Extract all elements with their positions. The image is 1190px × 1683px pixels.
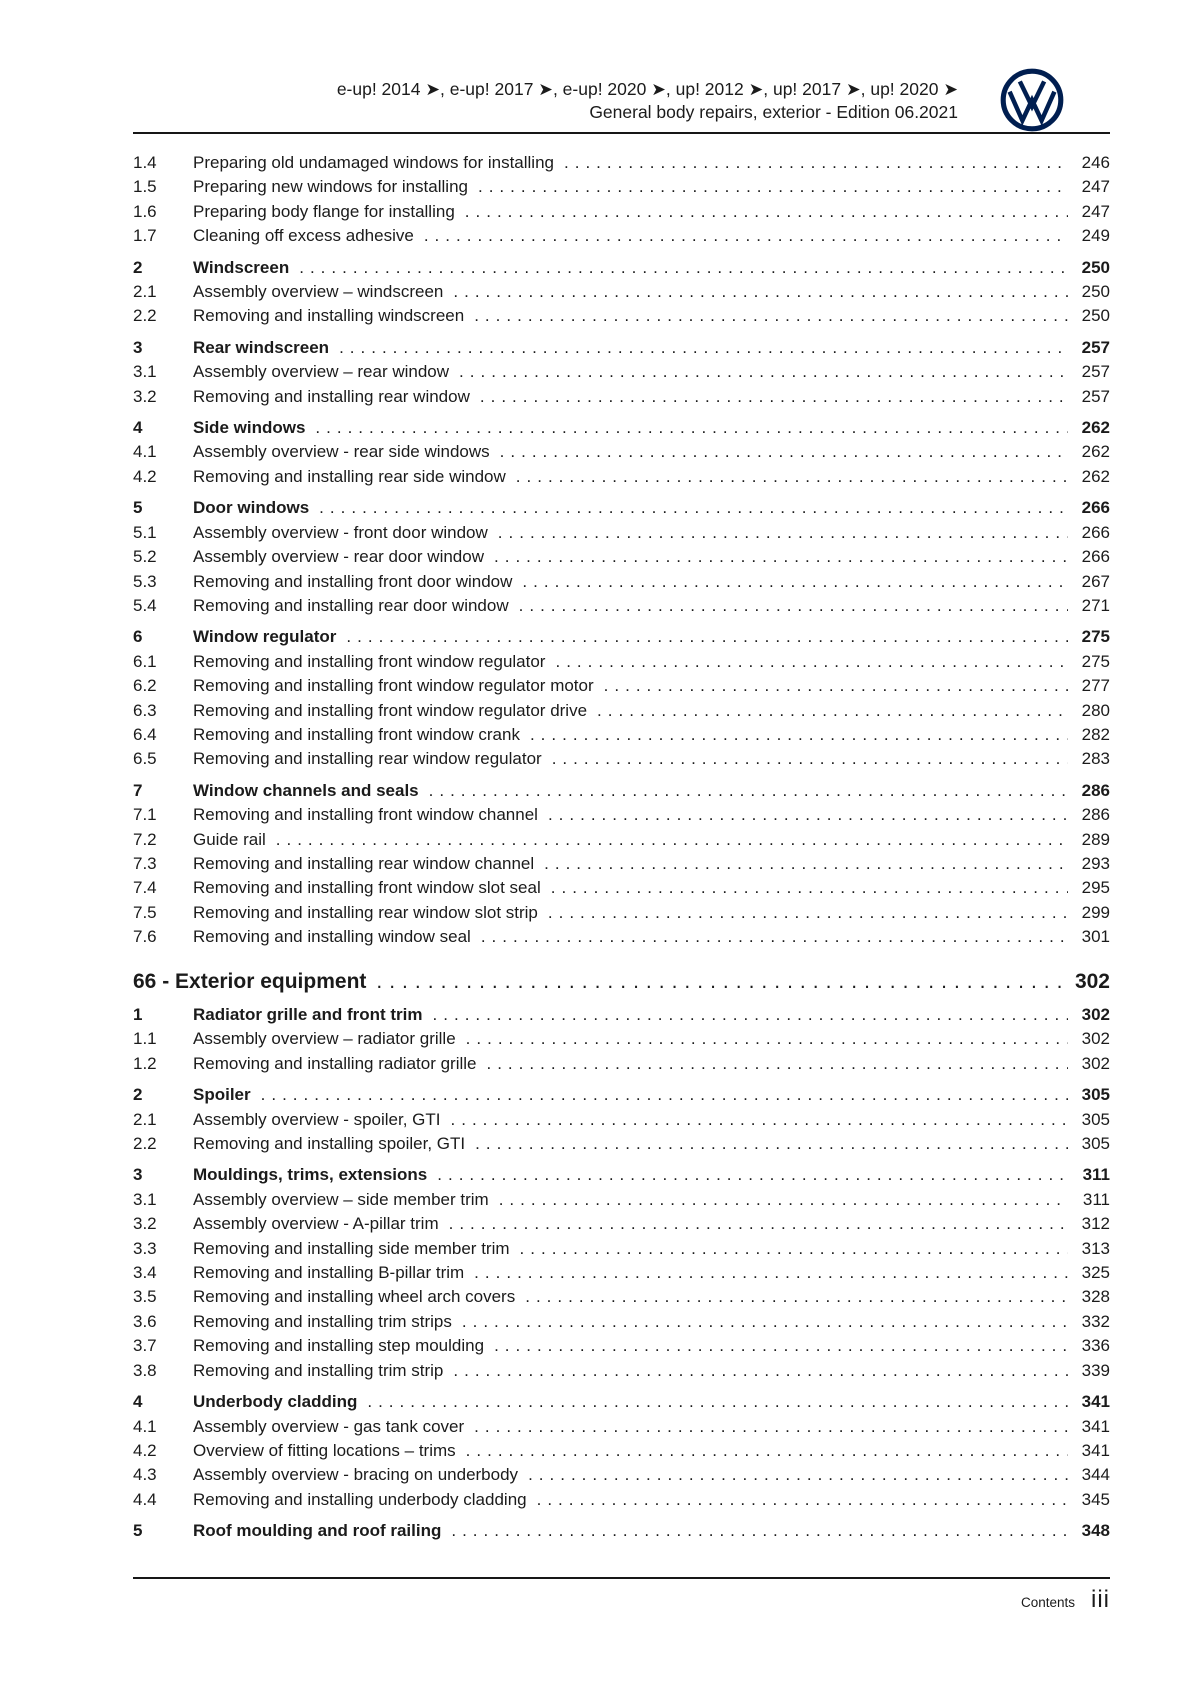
- toc-entry-dot-leader: [499, 1188, 1068, 1212]
- toc-entry-dot-leader: [451, 1519, 1068, 1543]
- toc-entry: [133, 876, 1110, 900]
- toc-entry: [133, 304, 1110, 328]
- toc-entry-title: Underbody cladding: [193, 1392, 358, 1412]
- toc-entry-number: 7.3: [133, 853, 157, 873]
- toc-entry-title: Assembly overview - front door window: [193, 522, 488, 542]
- toc-entry-title: Removing and installing front window channel: [193, 805, 538, 825]
- toc-entry-page: 295: [1081, 878, 1110, 898]
- toc-entry: [133, 674, 1110, 698]
- toc-entry-number: 7.6: [133, 927, 157, 947]
- toc-entry-title: Removing and installing rear window regulator: [193, 749, 542, 769]
- toc-entry-title: Removing and installing wheel arch covers: [193, 1287, 516, 1307]
- toc-entry-title: Door windows: [193, 498, 310, 518]
- toc-entry-page: 249: [1081, 226, 1110, 246]
- toc-entry-title: Mouldings, trims, extensions: [193, 1165, 428, 1185]
- toc-entry-number: 2.2: [133, 1134, 157, 1154]
- toc-entry-number: 4.1: [133, 1416, 157, 1436]
- toc-entry: [133, 175, 1110, 199]
- toc-entry-dot-leader: [462, 1310, 1068, 1334]
- toc-entry-title: Assembly overview - A-pillar trim: [193, 1214, 439, 1234]
- header-models: e-up! 2014 ➤, e-up! 2017 ➤, e-up! 2020 ➤, up! 2012 ➤, up! 2017 ➤, up! 2020 ➤: [336, 79, 958, 99]
- toc-entry: [133, 1439, 1110, 1463]
- toc-entry-dot-leader: [339, 336, 1068, 360]
- toc-entry-dot-leader: [453, 280, 1068, 304]
- toc-entry-page: 289: [1081, 829, 1110, 849]
- toc-entry-page: 302: [1081, 1005, 1110, 1024]
- toc-entry-dot-leader: [437, 1163, 1068, 1187]
- vw-logo-icon: [1000, 68, 1064, 132]
- toc-entry-title: Removing and installing trim strip: [193, 1360, 444, 1380]
- toc-entry-page: 328: [1081, 1287, 1110, 1307]
- toc-entry: [133, 1488, 1110, 1512]
- toc-entry-title: Removing and installing rear door window: [193, 595, 509, 615]
- toc-entry: [133, 803, 1110, 827]
- toc-entry-dot-leader: [466, 1439, 1068, 1463]
- toc-entry-dot-leader: [429, 779, 1068, 803]
- toc-entry: [133, 280, 1110, 304]
- toc-entry: [133, 1390, 1110, 1414]
- toc-entry-number: 3: [133, 1165, 143, 1185]
- toc-entry-dot-leader: [520, 1237, 1068, 1261]
- toc-entry: [133, 747, 1110, 771]
- toc-entry-dot-leader: [552, 747, 1068, 771]
- toc-entry-number: 5.1: [133, 522, 157, 542]
- toc-entry-page: 246: [1081, 153, 1110, 172]
- toc-entry: [133, 625, 1110, 649]
- toc-entry-title: 66 - Exterior equipment: [133, 969, 367, 993]
- toc-entry-title: Removing and installing front door window: [193, 571, 513, 591]
- toc-entry: [133, 1052, 1110, 1076]
- toc-entry-title: Radiator grille and front trim: [193, 1005, 423, 1024]
- toc-entry: [133, 360, 1110, 384]
- toc-entry-page: 302: [1081, 1029, 1110, 1049]
- toc-entry-title: Assembly overview – rear window: [193, 362, 450, 382]
- toc-entry-number: 1.1: [133, 1029, 157, 1049]
- toc-entry-dot-leader: [299, 256, 1068, 280]
- toc-entry: [133, 416, 1110, 440]
- toc-entry-title: Removing and installing side member trim: [193, 1238, 510, 1258]
- toc-entry-number: 3.8: [133, 1360, 157, 1380]
- toc-entry-title: Removing and installing spoiler, GTI: [193, 1134, 466, 1154]
- toc-entry-dot-leader: [475, 1132, 1068, 1156]
- toc-entry-page: 247: [1081, 201, 1110, 221]
- toc-entry-page: 250: [1081, 306, 1110, 326]
- toc-entry-page: 302: [1081, 1053, 1110, 1073]
- toc-entry-dot-leader: [453, 1359, 1068, 1383]
- toc-entry-dot-leader: [494, 1334, 1068, 1358]
- toc-entry-page: 257: [1081, 386, 1110, 406]
- header-divider: [133, 132, 1110, 134]
- toc-entry-number: 5: [133, 1521, 143, 1541]
- toc-entry: [133, 1027, 1110, 1051]
- toc-entry-page: 266: [1081, 498, 1110, 518]
- toc-entry-number: 7: [133, 780, 143, 800]
- toc-entry: [133, 852, 1110, 876]
- footer-page-number: iii: [1091, 1586, 1110, 1613]
- toc-entry-number: 3.7: [133, 1336, 157, 1356]
- toc-entry-page: 299: [1081, 902, 1110, 922]
- toc-entry: [133, 779, 1110, 803]
- toc-entry-page: 257: [1081, 337, 1110, 357]
- toc-entry-title: Window channels and seals: [193, 780, 419, 800]
- toc-entry-title: Side windows: [193, 418, 306, 438]
- toc-entry-page: 267: [1081, 571, 1110, 591]
- toc-entry-page: 305: [1081, 1134, 1110, 1154]
- toc-entry: [133, 224, 1110, 248]
- footer-label: Contents: [1020, 1595, 1075, 1610]
- toc-entry-number: 1: [133, 1005, 143, 1024]
- toc-entry-dot-leader: [551, 876, 1068, 900]
- toc-entry: [133, 1237, 1110, 1261]
- toc-entry-page: 247: [1081, 177, 1110, 197]
- toc-entry-number: 4.1: [133, 442, 157, 462]
- toc-entry-number: 2.1: [133, 1109, 157, 1129]
- toc-entry-page: 341: [1081, 1392, 1110, 1412]
- toc-entry: [133, 901, 1110, 925]
- toc-entry-title: Roof moulding and roof railing: [193, 1521, 442, 1541]
- toc-entry-page: 293: [1081, 853, 1110, 873]
- toc-entry-number: 3: [133, 337, 143, 357]
- toc-entry-number: 2.2: [133, 306, 157, 326]
- toc-entry-dot-leader: [537, 1488, 1068, 1512]
- page-footer: [1021, 1586, 1110, 1614]
- toc-entry-dot-leader: [474, 304, 1068, 328]
- toc-entry-title: Removing and installing rear window: [193, 386, 470, 406]
- toc-entry-page: 257: [1081, 362, 1110, 382]
- toc-entry: [133, 828, 1110, 852]
- toc-entry-page: 311: [1082, 1189, 1110, 1209]
- toc-entry-title: Removing and installing front window regulator drive: [193, 700, 588, 720]
- toc-entry-page: 325: [1081, 1263, 1110, 1283]
- toc-entry-page: 271: [1081, 595, 1110, 615]
- toc-entry-dot-leader: [459, 360, 1068, 384]
- toc-entry: [133, 1132, 1110, 1156]
- toc-entry-number: 6.1: [133, 651, 157, 671]
- toc-entry-number: 5.2: [133, 547, 157, 567]
- toc-entry: [133, 151, 1110, 175]
- toc-entry-page: 286: [1081, 805, 1110, 825]
- toc-entry-title: Cleaning off excess adhesive: [193, 226, 414, 246]
- toc-entry: [133, 970, 1110, 994]
- toc-entry-number: 5: [133, 498, 143, 518]
- toc-entry: [133, 1310, 1110, 1334]
- toc-entry-page: 286: [1081, 780, 1110, 800]
- toc-entry-dot-leader: [498, 521, 1068, 545]
- toc-entry-title: Spoiler: [193, 1085, 251, 1105]
- toc-entry-dot-leader: [544, 852, 1068, 876]
- toc-entry-page: 332: [1081, 1311, 1110, 1331]
- toc-entry-title: Removing and installing radiator grille: [193, 1053, 477, 1073]
- toc-entry-page: 305: [1081, 1109, 1110, 1129]
- toc-entry-number: 3.2: [133, 1214, 157, 1234]
- toc-entry-title: Removing and installing front window crank: [193, 724, 520, 744]
- toc-entry-dot-leader: [548, 901, 1068, 925]
- toc-entry-number: 6.5: [133, 749, 157, 769]
- toc-entry-title: Rear windscreen: [193, 337, 330, 357]
- toc-entry-dot-leader: [480, 385, 1068, 409]
- footer-divider: [133, 1577, 1110, 1579]
- toc-entry-dot-leader: [481, 925, 1068, 949]
- toc-entry-dot-leader: [466, 1027, 1068, 1051]
- toc-entry: [133, 1463, 1110, 1487]
- toc-entry-dot-leader: [525, 1285, 1068, 1309]
- toc-entry-dot-leader: [478, 175, 1068, 199]
- toc-entry-number: 1.2: [133, 1053, 157, 1073]
- toc-entry-number: 2: [133, 1085, 143, 1105]
- toc-entry-number: 4: [133, 418, 143, 438]
- toc-entry-number: 3.4: [133, 1263, 157, 1283]
- toc-entry-page: 311: [1082, 1165, 1110, 1185]
- toc-entry-number: 4.4: [133, 1489, 157, 1509]
- toc-entry-dot-leader: [367, 1390, 1068, 1414]
- toc-entry-number: 1.4: [133, 153, 157, 172]
- toc-entry-title: Preparing new windows for installing: [193, 177, 468, 197]
- toc-entry-dot-leader: [376, 970, 1068, 994]
- toc-entry: [133, 465, 1110, 489]
- toc-entry-page: 262: [1081, 442, 1110, 462]
- toc-entry-page: 275: [1081, 627, 1110, 647]
- toc-entry-title: Removing and installing rear window slot strip: [193, 902, 538, 922]
- toc-entry: [133, 385, 1110, 409]
- toc-entry: [133, 1519, 1110, 1543]
- toc-entry: [133, 1261, 1110, 1285]
- toc-entry: [133, 1285, 1110, 1309]
- toc-entry-dot-leader: [319, 496, 1068, 520]
- toc-entry-number: 7.2: [133, 829, 157, 849]
- toc-entry-title: Assembly overview – windscreen: [193, 282, 444, 302]
- toc-entry-dot-leader: [522, 570, 1068, 594]
- toc-entry-title: Assembly overview - bracing on underbody: [193, 1465, 519, 1485]
- toc-entry-page: 348: [1081, 1521, 1110, 1541]
- toc-entry-title: Assembly overview – radiator grille: [193, 1029, 456, 1049]
- toc-entry-number: 3.3: [133, 1238, 157, 1258]
- toc-entry: [133, 256, 1110, 280]
- toc-entry-page: 277: [1081, 676, 1110, 696]
- toc-entry-title: Removing and installing front window regulator motor: [193, 676, 594, 696]
- toc-entry: [133, 1334, 1110, 1358]
- toc-entry-dot-leader: [433, 1003, 1068, 1027]
- toc-entry-dot-leader: [449, 1212, 1068, 1236]
- toc-entry: [133, 1003, 1110, 1027]
- toc-entry: [133, 594, 1110, 618]
- toc-entry-page: 250: [1081, 257, 1110, 277]
- toc-entry-title: Preparing body flange for installing: [193, 201, 455, 221]
- toc-entry-page: 262: [1081, 418, 1110, 438]
- toc-entry-dot-leader: [474, 1261, 1068, 1285]
- toc-entry: [133, 699, 1110, 723]
- toc-entry-page: 266: [1081, 547, 1110, 567]
- toc-entry-number: 2.1: [133, 282, 157, 302]
- toc-entry-number: 1.7: [133, 226, 157, 246]
- toc-entry-title: Window regulator: [193, 627, 337, 647]
- toc-entry-number: 4.2: [133, 1440, 157, 1460]
- toc-entry-dot-leader: [276, 828, 1068, 852]
- toc-entry-page: 250: [1081, 282, 1110, 302]
- toc-entry: [133, 723, 1110, 747]
- toc-entry-page: 312: [1081, 1214, 1110, 1234]
- toc-entry: [133, 200, 1110, 224]
- page-header: [133, 78, 958, 124]
- toc-entry-title: Removing and installing rear side window: [193, 466, 506, 486]
- toc-entry-dot-leader: [315, 416, 1068, 440]
- toc-entry-page: 336: [1081, 1336, 1110, 1356]
- toc-entry-title: Assembly overview - rear door window: [193, 547, 484, 567]
- toc-entry: [133, 521, 1110, 545]
- toc-entry-dot-leader: [261, 1083, 1068, 1107]
- toc-list: [133, 151, 1110, 1544]
- toc-entry-number: 5.4: [133, 595, 157, 615]
- toc-entry-number: 5.3: [133, 571, 157, 591]
- toc-entry-number: 3.1: [133, 1189, 157, 1209]
- toc-entry-number: 1.5: [133, 177, 157, 197]
- toc-entry: [133, 496, 1110, 520]
- toc-entry-page: 301: [1081, 927, 1110, 947]
- toc-entry-number: 3.2: [133, 386, 157, 406]
- toc-entry-title: Assembly overview - spoiler, GTI: [193, 1109, 441, 1129]
- toc-entry-page: 280: [1081, 700, 1110, 720]
- toc-entry-number: 3.1: [133, 362, 157, 382]
- header-subtitle: General body repairs, exterior - Edition 06.2021: [589, 102, 958, 122]
- toc-entry: [133, 570, 1110, 594]
- toc-entry-page: 305: [1081, 1085, 1110, 1105]
- toc-entry-number: 6.4: [133, 724, 157, 744]
- toc-entry-dot-leader: [564, 151, 1068, 175]
- toc-entry: [133, 925, 1110, 949]
- toc-entry-page: 341: [1081, 1416, 1110, 1436]
- toc-entry-page: 344: [1081, 1465, 1110, 1485]
- toc-entry: [133, 1083, 1110, 1107]
- toc-entry-dot-leader: [519, 594, 1068, 618]
- toc-entry-dot-leader: [530, 723, 1068, 747]
- toc-entry-page: 339: [1081, 1360, 1110, 1380]
- toc-entry-number: 2: [133, 257, 143, 277]
- toc-entry: [133, 545, 1110, 569]
- toc-entry-dot-leader: [604, 674, 1068, 698]
- toc-entry-dot-leader: [424, 224, 1068, 248]
- toc-entry: [133, 1188, 1110, 1212]
- toc-entry-title: Removing and installing B-pillar trim: [193, 1263, 465, 1283]
- toc-entry-title: Assembly overview – side member trim: [193, 1189, 489, 1209]
- toc-entry-number: 7.5: [133, 902, 157, 922]
- toc-entry: [133, 650, 1110, 674]
- toc-entry: [133, 440, 1110, 464]
- toc-entry-page: 313: [1081, 1238, 1110, 1258]
- toc-entry-dot-leader: [465, 200, 1068, 224]
- toc-entry-dot-leader: [346, 625, 1068, 649]
- toc-entry-number: 7.4: [133, 878, 157, 898]
- toc-entry-title: Removing and installing windscreen: [193, 306, 465, 326]
- toc-entry-number: 6.3: [133, 700, 157, 720]
- toc-entry-page: 266: [1081, 522, 1110, 542]
- toc-entry-dot-leader: [555, 650, 1068, 674]
- toc-entry-number: 7.1: [133, 805, 157, 825]
- toc-entry-number: 6.2: [133, 676, 157, 696]
- toc-entry-dot-leader: [451, 1108, 1068, 1132]
- toc-entry-number: 4: [133, 1392, 143, 1412]
- toc-entry-dot-leader: [516, 465, 1068, 489]
- toc-entry: [133, 1163, 1110, 1187]
- toc-entry-title: Overview of fitting locations – trims: [193, 1440, 456, 1460]
- toc-entry-page: 341: [1081, 1440, 1110, 1460]
- toc-entry: [133, 336, 1110, 360]
- toc-entry-page: 283: [1081, 749, 1110, 769]
- toc-entry-number: 4.2: [133, 466, 157, 486]
- toc-entry-page: 275: [1081, 651, 1110, 671]
- toc-entry-dot-leader: [474, 1415, 1068, 1439]
- toc-entry: [133, 1415, 1110, 1439]
- toc-entry-number: 6: [133, 627, 143, 647]
- toc-entry-dot-leader: [486, 1052, 1068, 1076]
- toc-entry-page: 302: [1074, 969, 1110, 993]
- toc-entry-title: Removing and installing underbody cladding: [193, 1489, 527, 1509]
- toc-entry-dot-leader: [597, 699, 1068, 723]
- toc-entry-number: 4.3: [133, 1465, 157, 1485]
- toc-entry-title: Removing and installing front window slot seal: [193, 878, 541, 898]
- toc-entry-title: Removing and installing window seal: [193, 927, 471, 947]
- toc-entry-title: Removing and installing front window regulator: [193, 651, 546, 671]
- toc-entry-title: Assembly overview - gas tank cover: [193, 1416, 465, 1436]
- toc-entry-title: Removing and installing step moulding: [193, 1336, 485, 1356]
- toc-entry-page: 345: [1081, 1489, 1110, 1509]
- toc-entry-title: Removing and installing rear window channel: [193, 853, 535, 873]
- toc-entry: [133, 1359, 1110, 1383]
- toc-entry-page: 282: [1081, 724, 1110, 744]
- toc-entry-title: Assembly overview - rear side windows: [193, 442, 490, 462]
- toc-entry-dot-leader: [528, 1463, 1068, 1487]
- toc-entry-dot-leader: [548, 803, 1068, 827]
- toc-entry-title: Guide rail: [193, 829, 266, 849]
- toc-entry-dot-leader: [494, 545, 1068, 569]
- toc-entry-dot-leader: [500, 440, 1068, 464]
- toc-entry-title: Removing and installing trim strips: [193, 1311, 452, 1331]
- toc-entry-number: 1.6: [133, 201, 157, 221]
- toc-entry-number: 3.6: [133, 1311, 157, 1331]
- toc-entry-number: 3.5: [133, 1287, 157, 1307]
- toc-entry-title: Preparing old undamaged windows for installing: [193, 153, 554, 172]
- toc-entry: [133, 1212, 1110, 1236]
- toc-entry: [133, 1108, 1110, 1132]
- toc-entry-page: 262: [1081, 466, 1110, 486]
- toc-entry-title: Windscreen: [193, 257, 290, 277]
